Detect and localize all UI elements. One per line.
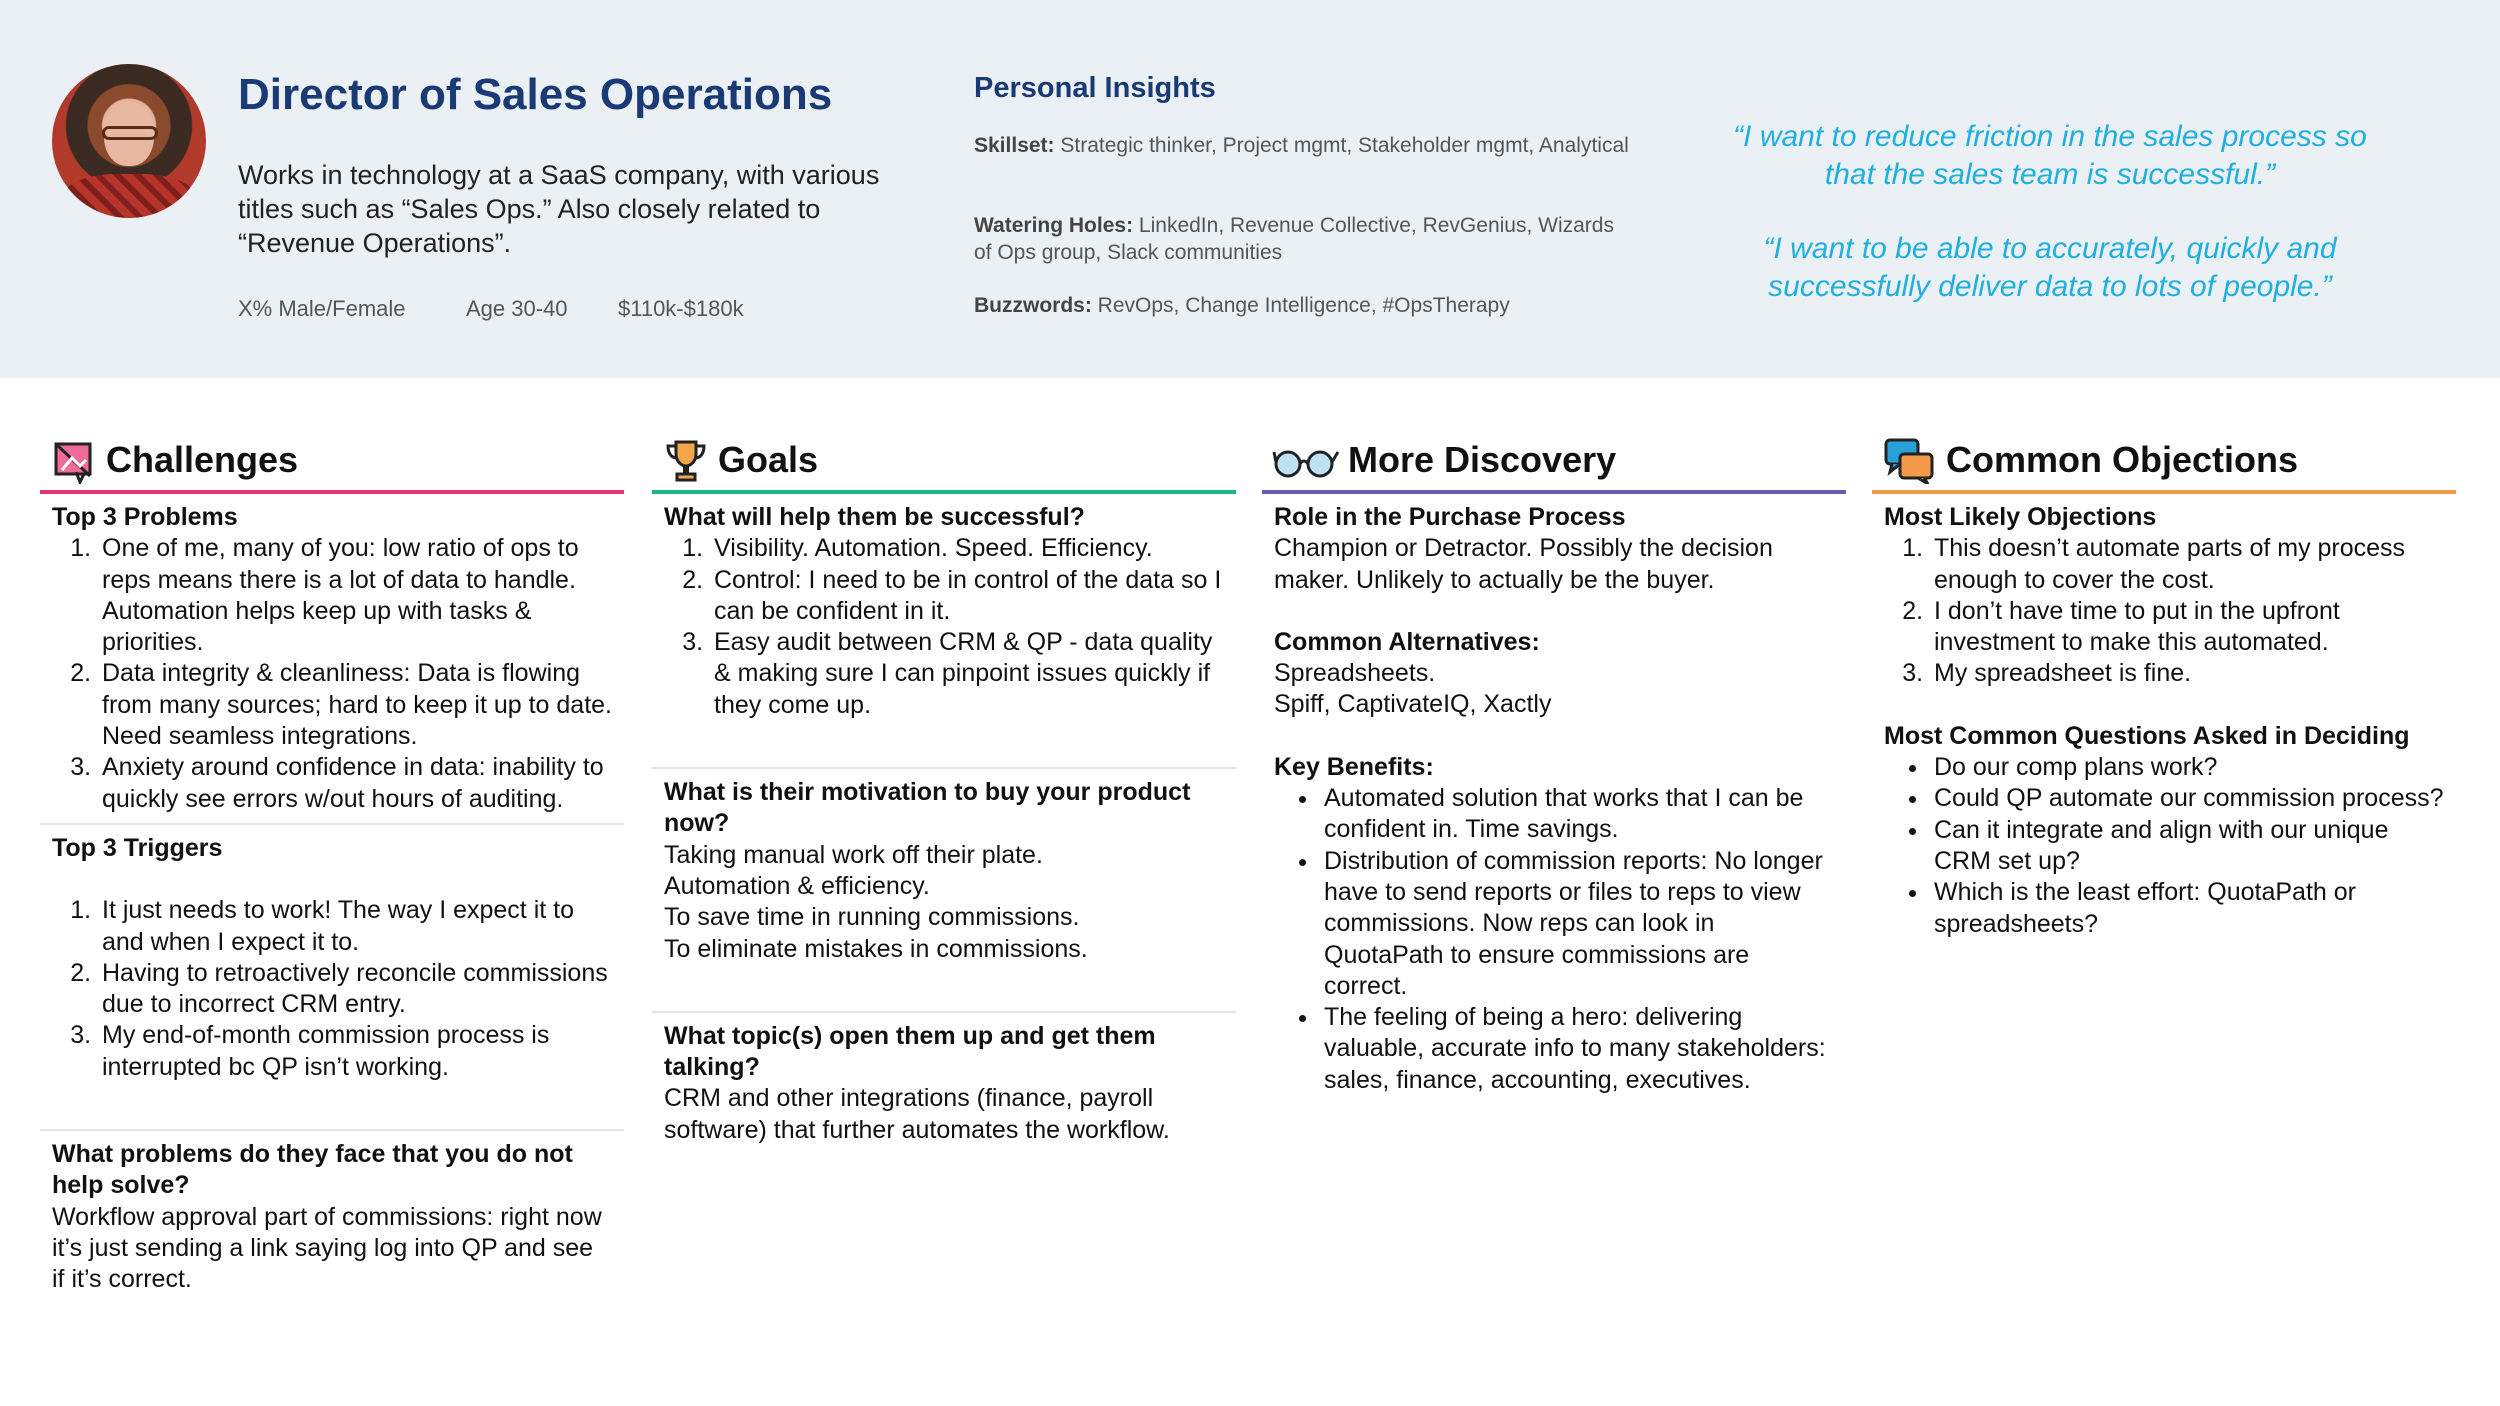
- list-item: • Automated solution that works that I can be confident in. Time savings.: [1320, 783, 1834, 846]
- list-item: • The feeling of being a hero: delivering valuable, accurate info to many stakeholders: sales, finance, accounting, executives.: [1320, 1002, 1834, 1096]
- insight-skillset: [974, 132, 1634, 159]
- section-title: What will help them be successful?: [664, 503, 1085, 531]
- glasses-icon: [1272, 436, 1340, 484]
- persona-quote: “I want to be able to accurately, quickly and successfully deliver data to lots of people.”: [1763, 232, 2337, 303]
- list-item: 1. Visibility. Automation. Speed. Efficiency.: [710, 533, 1224, 564]
- list-item: 3. My end-of-month commission process is interrupted bc QP isn’t working.: [98, 1020, 612, 1083]
- insight-buzzwords: [974, 292, 1634, 319]
- discovery-heading: [1262, 430, 1846, 490]
- challenges-column: [40, 430, 624, 1296]
- section-line: To save time in running commissions.: [664, 903, 1080, 932]
- success-section: [652, 494, 1236, 721]
- section-line: Spiff, CaptivateIQ, Xactly: [1274, 690, 1552, 719]
- list-item: 2. Having to retroactively reconcile commissions due to incorrect CRM entry.: [98, 958, 612, 1021]
- topics-section: [652, 1013, 1236, 1146]
- top-problems-section: [40, 494, 624, 815]
- avatar-shirt: [62, 174, 196, 218]
- demographic-gender: X% Male/Female: [238, 296, 406, 321]
- objections-title: Common Objections: [1946, 439, 2299, 480]
- insight-label: Buzzwords:: [974, 294, 1092, 317]
- section-line: Taking manual work off their plate.: [664, 840, 1043, 869]
- avatar-glasses: [102, 126, 158, 140]
- unsolved-problems-section: [40, 1131, 624, 1295]
- insight-text: Strategic thinker, Project mgmt, Stakeholder mgmt, Analytical: [1060, 134, 1629, 157]
- goals-heading: [652, 430, 1236, 490]
- role-section: [1262, 494, 1846, 1096]
- objections-heading: [1872, 430, 2456, 490]
- list-item: • Do our comp plans work?: [1930, 752, 2444, 783]
- list-item: 2. I don’t have time to put in the upfront investment to make this automated.: [1930, 596, 2444, 659]
- goals-title: Goals: [718, 439, 819, 480]
- list-item: 1. This doesn’t automate parts of my process enough to cover the cost.: [1930, 533, 2444, 596]
- section-line: Spreadsheets.: [1274, 659, 1436, 688]
- persona-description: Works in technology at a SaaS company, with various titles such as “Sales Ops.” Also closely related to “Revenue Operations”.: [238, 160, 880, 258]
- chat-bubbles-icon: [1882, 436, 1938, 484]
- persona-title: Director of Sales Operations: [238, 70, 833, 119]
- discovery-title: More Discovery: [1348, 439, 1617, 480]
- section-title: Key Benefits:: [1274, 752, 1434, 781]
- section-title: Most Common Questions Asked in Deciding: [1884, 721, 2410, 750]
- challenges-title: Challenges: [106, 439, 299, 480]
- list-item: 3. Anxiety around confidence in data: inability to quickly see errors w/out hours of auditing.: [98, 752, 612, 815]
- list-item: 3. Easy audit between CRM & QP - data quality & making sure I can pinpoint issues quickly if they come up.: [710, 627, 1224, 721]
- section-title: What is their motivation to buy your product now?: [664, 778, 1191, 838]
- likely-objections-section: [1872, 494, 2456, 940]
- list-item: 2. Control: I need to be in control of the data so I can be confident in it.: [710, 565, 1224, 628]
- demographic-age: Age 30-40: [466, 296, 568, 321]
- list-item: 2. Data integrity & cleanliness: Data is flowing from many sources; hard to keep it up to date. Need seamless integrations.: [98, 658, 612, 752]
- section-line: To eliminate mistakes in commissions.: [664, 934, 1088, 963]
- insight-watering-holes: [974, 212, 1634, 266]
- insight-text: RevOps, Change Intelligence, #OpsTherapy: [1097, 294, 1510, 317]
- persona-header: [0, 0, 2500, 378]
- discovery-column: [1262, 430, 1846, 1096]
- list-item: • Can it integrate and align with our unique CRM set up?: [1930, 815, 2444, 878]
- section-text: Champion or Detractor. Possibly the decision maker. Unlikely to actually be the buyer.: [1274, 534, 1773, 594]
- motivation-section: [652, 769, 1236, 965]
- top-triggers-section: [40, 825, 624, 1083]
- goals-column: [652, 430, 1236, 1146]
- section-title: What topic(s) open them up and get them talking?: [664, 1021, 1156, 1082]
- section-text: CRM and other integrations (finance, payroll software) that further automates the workflow.: [664, 1084, 1170, 1144]
- demographic-salary: $110k-$180k: [618, 296, 744, 321]
- insight-label: Skillset:: [974, 134, 1055, 157]
- demographics: [238, 296, 744, 322]
- insight-text: LinkedIn, Revenue Collective, RevGenius, Wizards of Ops group, Slack communities: [974, 214, 1614, 264]
- trophy-icon: [662, 436, 710, 484]
- list-item: • Which is the least effort: QuotaPath or spreadsheets?: [1930, 877, 2444, 940]
- broken-frame-icon: [50, 436, 98, 484]
- list-item: • Could QP automate our commission process?: [1930, 783, 2444, 814]
- objections-column: [1872, 430, 2456, 940]
- section-line: Automation & efficiency.: [664, 871, 930, 900]
- section-title: Most Likely Objections: [1884, 503, 2157, 531]
- challenges-heading: [40, 430, 624, 490]
- section-title: What problems do they face that you do not help solve?: [52, 1140, 573, 1200]
- avatar: [52, 64, 206, 218]
- insight-label: Watering Holes:: [974, 214, 1134, 237]
- personal-insights-title: Personal Insights: [974, 72, 1216, 104]
- section-title: Common Alternatives:: [1274, 627, 1540, 656]
- list-item: • Distribution of commission reports: No longer have to send reports or files to reps to view commissions. Now reps can look in QuotaPath to ensure commissions are correct.: [1320, 846, 1834, 1002]
- section-title: Top 3 Problems: [52, 503, 238, 531]
- section-title: Role in the Purchase Process: [1274, 503, 1626, 531]
- list-item: 3. My spreadsheet is fine.: [1930, 658, 2444, 689]
- section-title: Top 3 Triggers: [52, 833, 223, 862]
- list-item: 1. One of me, many of you: low ratio of ops to reps means there is a lot of data to handle. Automation helps keep up with tasks & priorities.: [98, 533, 612, 658]
- list-item: 1. It just needs to work! The way I expect it to and when I expect it to.: [98, 895, 612, 958]
- section-text: Workflow approval part of commissions: right now it’s just sending a link saying log into QP and see if it’s correct.: [52, 1202, 602, 1294]
- persona-quote: “I want to reduce friction in the sales process so that the sales team is successful.”: [1733, 120, 2367, 191]
